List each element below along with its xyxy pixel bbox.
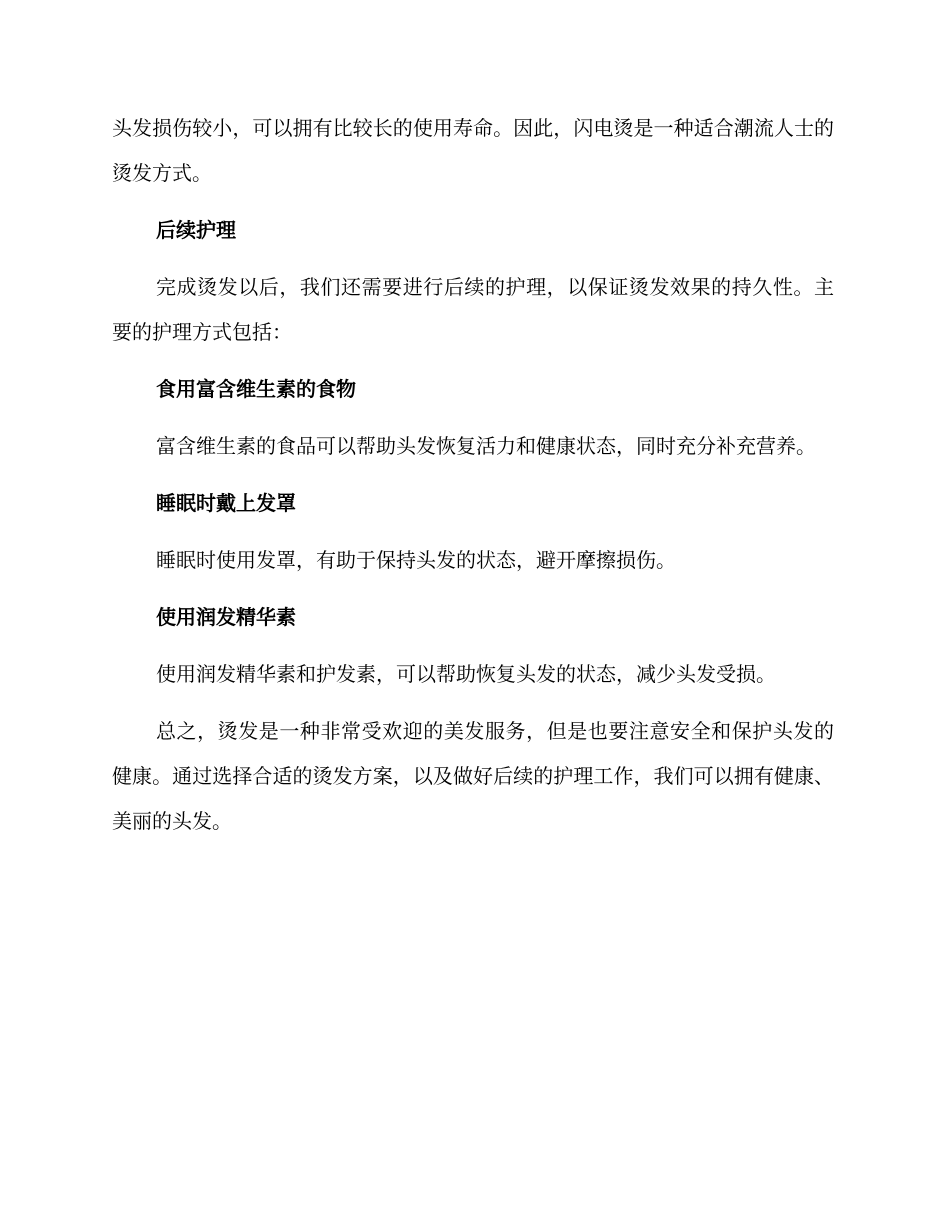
heading-hair-cap: 睡眠时戴上发罩 xyxy=(156,491,296,515)
paragraph-aftercare: 完成烫发以后，我们还需要进行后续的护理，以保证烫发效果的持久性。主要的护理方式包括： xyxy=(112,275,834,344)
paragraph-hair-cap: 睡眠时使用发罩，有助于保持头发的状态，避开摩擦损伤。 xyxy=(156,548,676,572)
document-body xyxy=(112,106,834,844)
paragraph-intro-continued: 头发损伤较小，可以拥有比较长的使用寿命。因此，闪电烫是一种适合潮流人士的烫发方式。 xyxy=(112,116,834,185)
paragraph-vitamin-food: 富含维生素的食品可以帮助头发恢复活力和健康状态，同时充分补充营养。 xyxy=(156,434,816,458)
heading-hair-serum: 使用润发精华素 xyxy=(156,605,296,629)
paragraph-conclusion: 总之，烫发是一种非常受欢迎的美发服务，但是也要注意安全和保护头发的健康。通过选择合适的烫发方案，以及做好后续的护理工作，我们可以拥有健康、美丽的头发。 xyxy=(112,719,834,833)
heading-vitamin-food: 食用富含维生素的食物 xyxy=(156,377,356,401)
paragraph-hair-serum: 使用润发精华素和护发素，可以帮助恢复头发的状态，减少头发受损。 xyxy=(156,662,776,686)
heading-aftercare: 后续护理 xyxy=(156,218,236,242)
